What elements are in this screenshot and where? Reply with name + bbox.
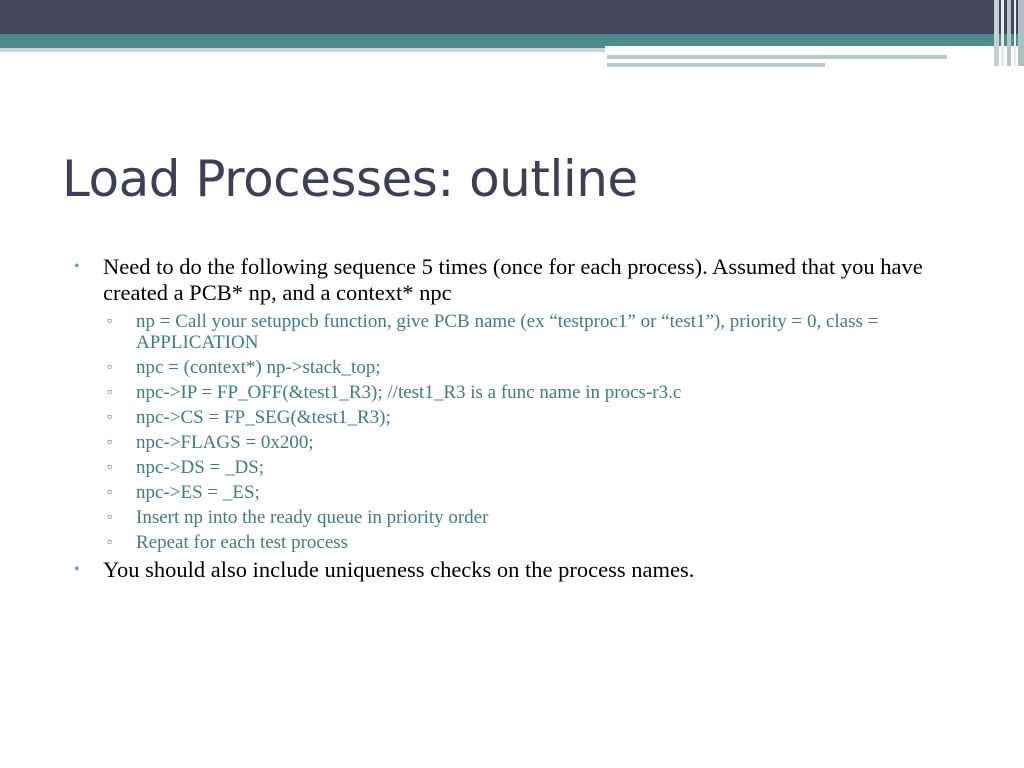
header-stripes <box>994 0 1024 66</box>
square-bullet-icon: ▫ <box>107 385 112 400</box>
sub-bullet-text: npc->ES = _ES; <box>136 482 260 503</box>
square-bullet-icon: ▫ <box>107 360 112 375</box>
sub-bullet-text: npc->IP = FP_OFF(&test1_R3); //test1_R3 is a func name in procs-r3.c <box>136 382 682 403</box>
slide-body <box>74 254 974 583</box>
sub-bullet-text: npc->DS = _DS; <box>136 457 265 478</box>
header-accent-line-short <box>607 63 825 67</box>
square-bullet-icon: ▫ <box>107 314 112 329</box>
header-band-dark <box>0 0 1024 34</box>
header-accent-line <box>607 55 947 59</box>
sub-bullet-text: npc->FLAGS = 0x200; <box>136 432 314 453</box>
sub-bullet-item <box>103 382 974 403</box>
square-bullet-icon: ▫ <box>107 435 112 450</box>
sub-bullet-item <box>103 532 974 553</box>
sub-bullet-item <box>103 507 974 528</box>
sub-bullet-text: Insert np into the ready queue in priority order <box>136 507 489 528</box>
sub-bullet-list <box>103 311 974 553</box>
sub-bullet-item <box>103 457 974 478</box>
sub-bullet-text: npc = (context*) np->stack_top; <box>136 357 381 378</box>
sub-bullet-item <box>103 432 974 453</box>
sub-bullet-text: Repeat for each test process <box>136 532 349 553</box>
sub-bullet-text: npc->CS = FP_SEG(&test1_R3); <box>136 407 391 428</box>
sub-bullet-item <box>103 311 974 353</box>
bullet-dot-icon: • <box>74 258 80 275</box>
header-notch <box>605 46 1024 52</box>
bullet-item <box>74 557 974 583</box>
bullet-text: Need to do the following sequence 5 times (once for each process). Assumed that you have created a PCB* np, and a context* npc <box>103 254 923 305</box>
square-bullet-icon: ▫ <box>107 535 112 550</box>
square-bullet-icon: ▫ <box>107 460 112 475</box>
square-bullet-icon: ▫ <box>107 485 112 500</box>
sub-bullet-item <box>103 482 974 503</box>
square-bullet-icon: ▫ <box>107 510 112 525</box>
square-bullet-icon: ▫ <box>107 410 112 425</box>
bullet-text: You should also include uniqueness checks on the process names. <box>103 557 695 582</box>
sub-bullet-item <box>103 357 974 378</box>
sub-bullet-item <box>103 407 974 428</box>
bullet-item <box>74 254 974 553</box>
slide-title: Load Processes: outline <box>62 150 638 208</box>
bullet-dot-icon: • <box>74 561 80 578</box>
sub-bullet-text: np = Call your setuppcb function, give PCB name (ex “testproc1” or “test1”), priority = 0, class = APPLICATION <box>136 311 879 353</box>
